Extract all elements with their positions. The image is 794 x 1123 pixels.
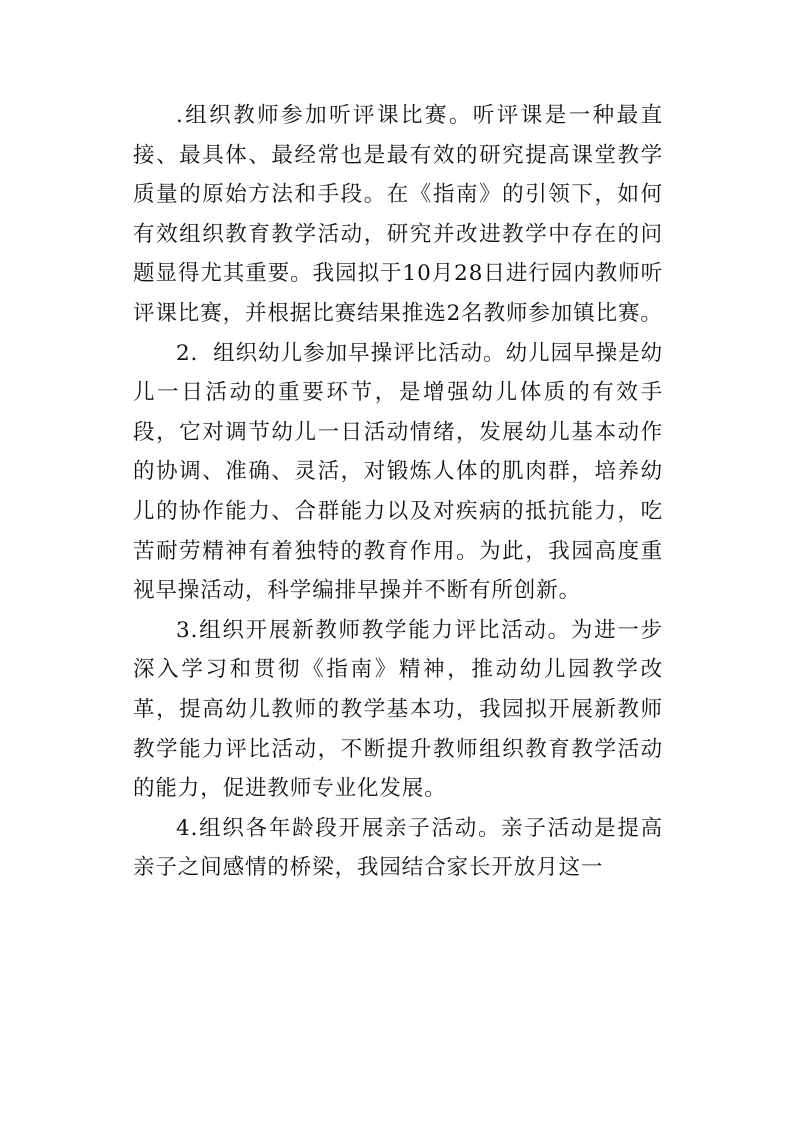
paragraph-parent-child-activity: 4.组织各年龄段开展亲子活动。亲子活动是提高亲子之间感情的桥梁，我园结合家长开放月这一 [133, 815, 663, 881]
paragraph-new-teacher-evaluation: 3.组织开展新教师教学能力评比活动。为进一步深入学习和贯彻《指南》精神，推动幼儿园教学改革，提高幼儿教师的教学基本功，我园拟开展新教师教学能力评比活动，不断提升教师组织教育教学活动的能力，促进教师专业化发展。 [133, 617, 663, 802]
document-body [133, 96, 663, 888]
paragraph-morning-exercise: 2．组织幼儿参加早操评比活动。幼儿园早操是幼儿一日活动的重要环节，是增强幼儿体质的有效手段，它对调节幼儿一日活动情绪，发展幼儿基本动作的协调、准确、灵活，对锻炼人体的肌肉群，培养幼儿的协作能力、合群能力以及对疾病的抵抗能力，吃苦耐劳精神有着独特的教育作用。为此，我园高度重视早操活动，科学编排早操并不断有所创新。 [133, 340, 663, 604]
paragraph-observation-contest: .组织教师参加听评课比赛。听评课是一种最直接、最具体、最经常也是最有效的研究提高课堂教学质量的原始方法和手段。在《指南》的引领下，如何有效组织教育教学活动，研究并改进教学中存在的问题显得尤其重要。我园拟于10月28日进行园内教师听评课比赛，并根据比赛结果推选2名教师参加镇比赛。 [133, 103, 663, 326]
